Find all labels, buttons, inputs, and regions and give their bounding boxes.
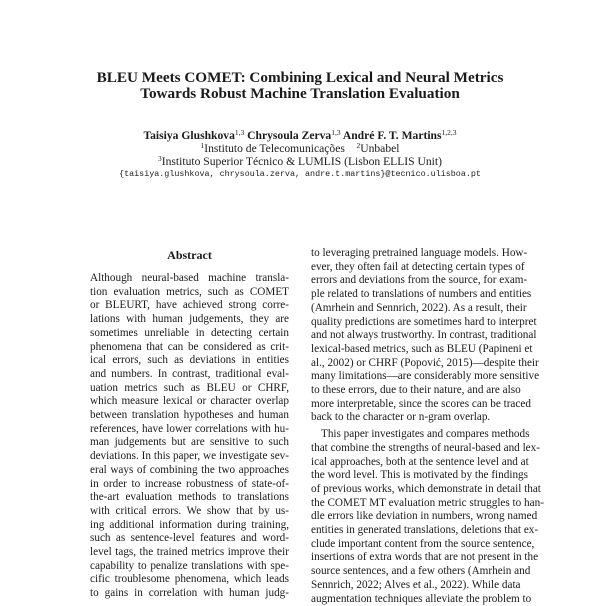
affiliation-number: 2 xyxy=(356,141,361,150)
text-line: ing additional information during training, xyxy=(90,518,289,531)
affiliation: Instituto de Telecomunicações xyxy=(204,142,345,155)
text-line: cific troublesome phenomena, which leads xyxy=(90,573,289,586)
text-line: that combine the strengths of neural-based and lex- xyxy=(311,441,540,454)
affiliation-number: 1 xyxy=(200,141,205,150)
text-line: in order to increase robustness of state-of- xyxy=(90,477,289,490)
text-line: references, have lower correlations with hu- xyxy=(90,422,289,435)
text-line: of previous works, which demonstrate in detail that xyxy=(311,482,541,495)
author-affiliation: 1,3 xyxy=(234,128,245,137)
text-line: ical errors, such as deviations in entities xyxy=(90,354,289,367)
text-line: sometimes unreliable in detecting certain xyxy=(90,326,289,339)
paper-title-line-2: Towards Robust Machine Translation Evaluation xyxy=(140,85,460,102)
abstract-heading: Abstract xyxy=(167,248,212,262)
text-line: ever, they often fail at detecting certain types of xyxy=(311,260,525,273)
text-line: errors and deviations from the source, for exam- xyxy=(311,274,528,287)
text-line: or BLEURT, have achieved strong corre- xyxy=(90,299,289,312)
text-line: many limitations—are considerably more sensitive xyxy=(311,370,540,383)
text-line: between translation hypotheses and human xyxy=(90,409,289,422)
text-line: to these errors, due to their nature, and are also xyxy=(311,384,521,397)
text-line: augmentation techniques alleviate the problem to xyxy=(311,592,532,605)
introduction-text xyxy=(311,247,544,606)
text-line: and not always trustworthy. In contrast, traditional xyxy=(311,329,537,342)
text-line: more interpretable, since the scores can be traced xyxy=(311,397,531,410)
author-name: André F. T. Martins xyxy=(342,129,442,142)
affiliation-number: 3 xyxy=(157,154,162,163)
author-affiliation: 1,2,3 xyxy=(441,128,457,137)
text-line: phenomena that can be considered as crit- xyxy=(90,340,289,353)
text-line: (Amrhein and Sennrich, 2022). As a result, their xyxy=(311,301,527,314)
author-emails: {taisiya.glushkova, chrysoula.zerva, andre.t.martins}@tecnico.ulisboa.pt xyxy=(119,169,481,179)
affiliation: Instituto Superior Técnico & LUMLIS (Lisbon ELLIS Unit) xyxy=(161,155,442,168)
text-line: which measure lexical or character overlap xyxy=(90,395,289,408)
affiliation: Unbabel xyxy=(360,142,400,155)
text-line: man judgements but are sensitive to such xyxy=(90,436,289,449)
text-line: tion evaluation metrics, such as COMET xyxy=(90,285,289,298)
paper-title-line-1: BLEU Meets COMET: Combining Lexical and Neural Metrics xyxy=(96,69,504,86)
text-line: capability to penalize translations with spe- xyxy=(90,559,289,572)
text-line: eral ways of combining the two approaches xyxy=(90,463,289,476)
text-line: entities in generated translations, deletions that ex- xyxy=(311,524,539,537)
text-line: the-art evaluation methods to translations xyxy=(90,491,289,504)
text-line: source sentences, and a few others (Amrhein and xyxy=(311,565,531,578)
text-line: back to the character or n-gram overlap. xyxy=(311,411,491,424)
abstract-text xyxy=(90,272,289,601)
text-line: dle errors like deviation in numbers, wrong named xyxy=(311,510,538,523)
text-line: to leveraging pretrained language models. How- xyxy=(311,247,528,259)
text-line: clude important content from the source sentence, xyxy=(311,537,535,550)
text-line: lexical-based metrics, such as BLEU (Papineni et xyxy=(311,342,533,355)
text-line: Although neural-based machine transla- xyxy=(90,272,289,284)
author-name: Chrysoula Zerva xyxy=(247,129,332,142)
author-affiliation: 1,3 xyxy=(331,128,341,137)
text-line: with critical errors. We show that by us- xyxy=(90,504,289,517)
text-line: al., 2002) or CHRF (Popović, 2015)—despite their xyxy=(311,356,539,369)
text-line: the word level. This is motivated by the findings xyxy=(311,469,528,482)
text-line: and numbers. In contrast, traditional eval- xyxy=(90,367,289,380)
text-line: quality predictions are sometimes hard to interpret xyxy=(311,315,537,328)
text-line: ical approaches, both at the sentence level and at xyxy=(311,455,529,468)
text-line: Sennrich, 2022; Alves et al., 2022). While data xyxy=(311,578,521,591)
text-line: uation metrics such as BLEU or CHRF, xyxy=(90,381,289,394)
text-line: This paper investigates and compares methods xyxy=(321,428,530,441)
text-line: the COMET MT evaluation metric struggles to han- xyxy=(311,496,544,509)
text-line: to gains in correlation with human judg- xyxy=(90,587,289,600)
text-line: such as sentence-level features and word- xyxy=(90,532,289,545)
text-line: insertions of extra words that are not present in the xyxy=(311,551,539,564)
author-name: Taisiya Glushkova xyxy=(143,129,235,142)
text-line: deviations. In this paper, we investigate sev- xyxy=(90,450,289,463)
text-line: lations with human judgements, they are xyxy=(90,313,289,326)
text-line: ple related to translations of numbers and entities xyxy=(311,288,532,301)
affiliations-line-2 xyxy=(0,152,600,168)
text-line: level tags, the trained metrics improve their xyxy=(90,546,289,559)
